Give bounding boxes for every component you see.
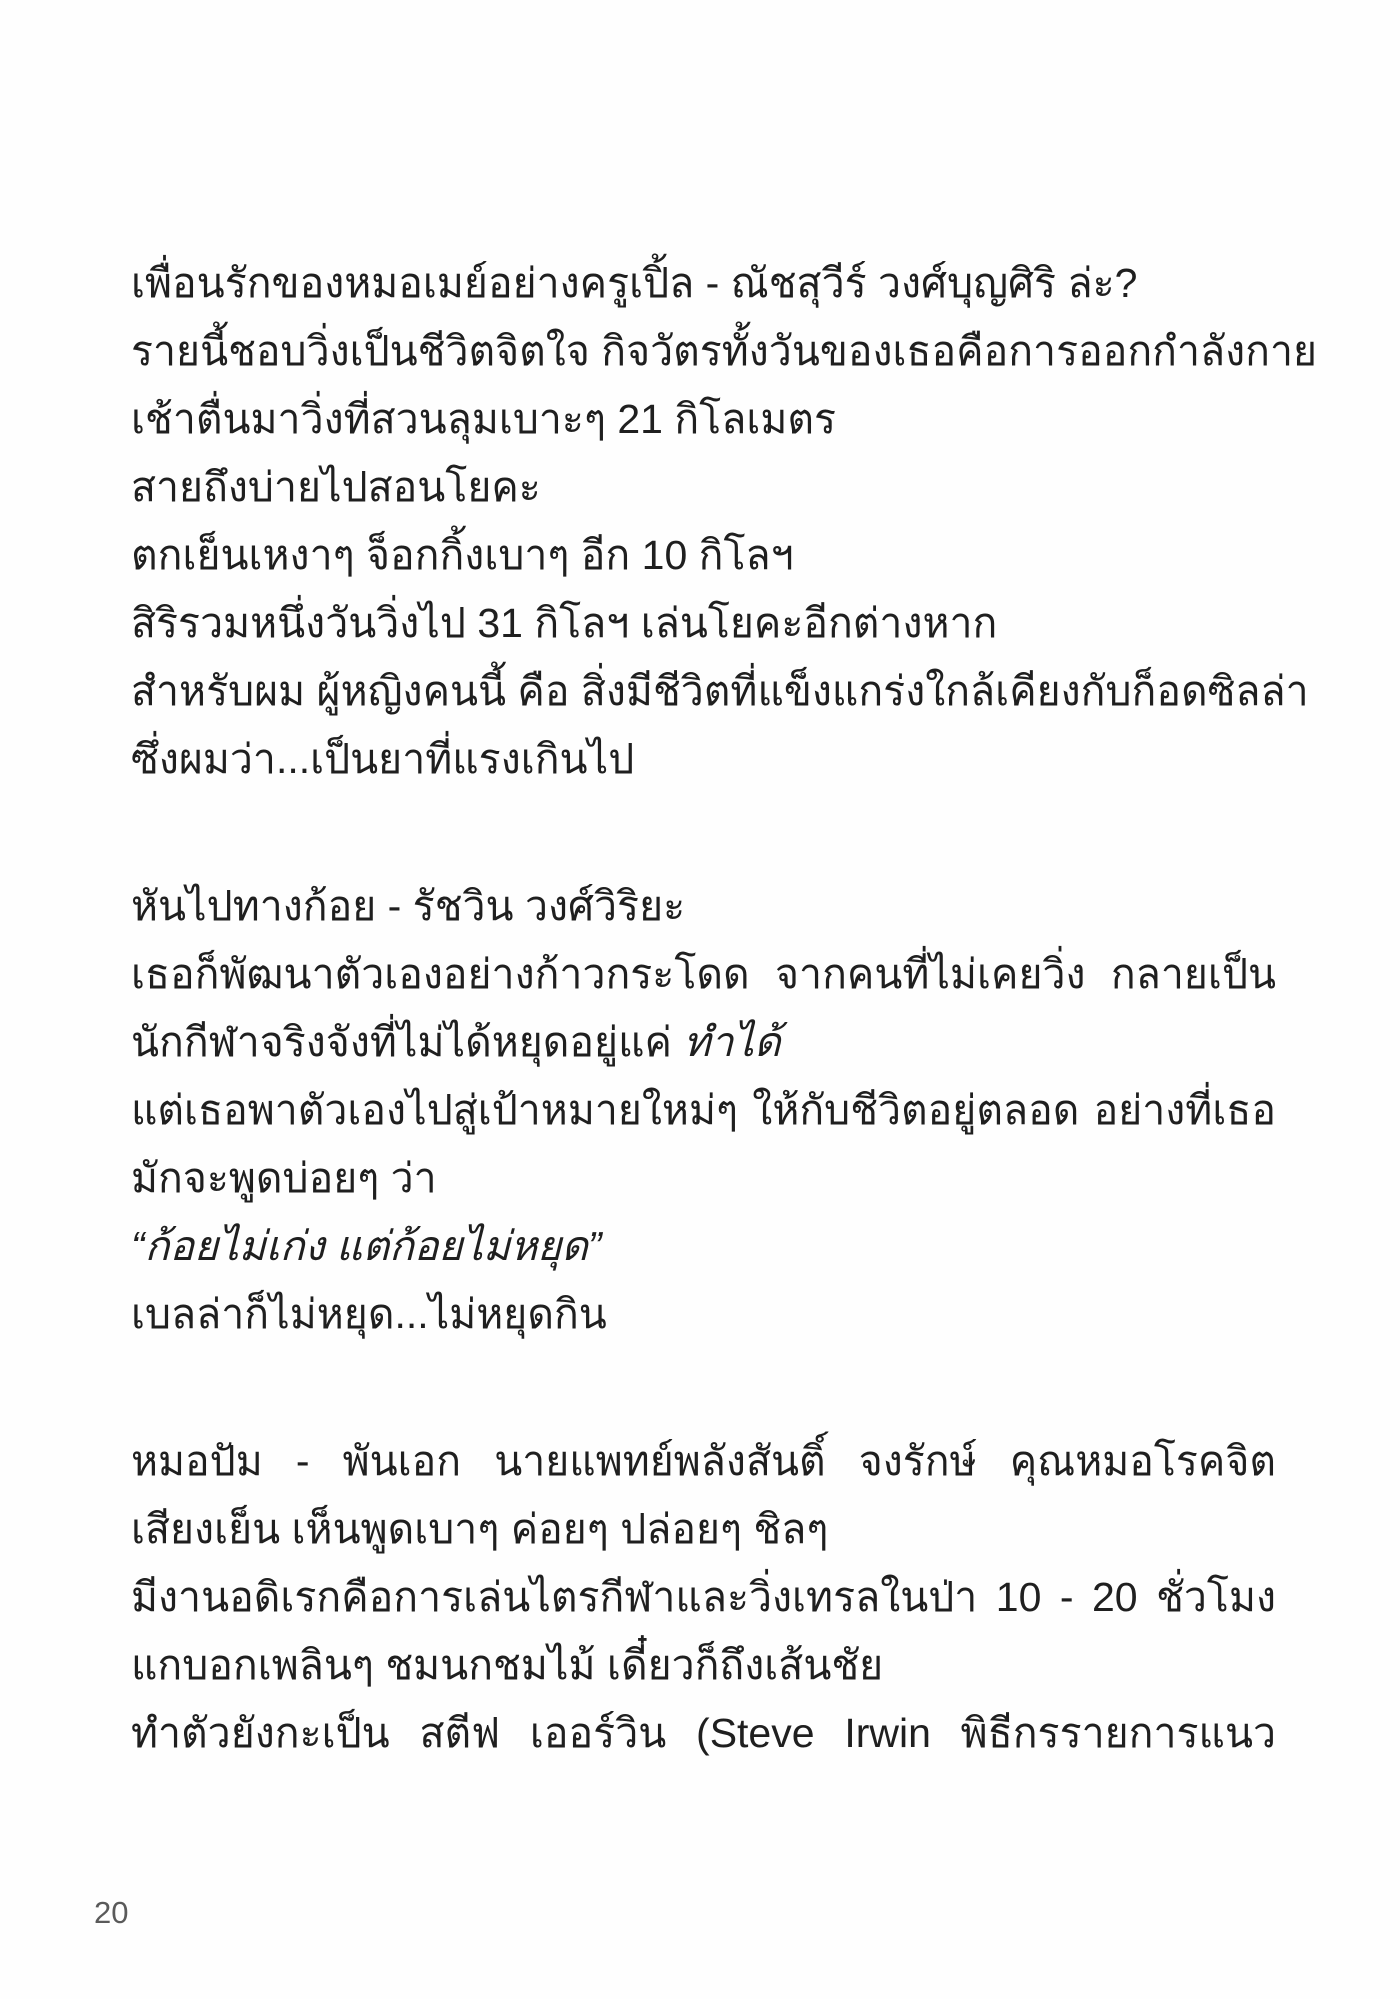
text-line: ซึ่งผมว่า...เป็นยาที่แรงเกินไป bbox=[131, 736, 635, 782]
page-number: 20 bbox=[94, 1895, 129, 1930]
text-line: สิริรวมหนึ่งวันวิ่งไป 31 กิโลฯ เล่นโยคะอีกต่างหาก bbox=[131, 600, 998, 646]
text-line: เสียงเย็น เห็นพูดเบาๆ ค่อยๆ ปล่อยๆ ชิลๆ bbox=[131, 1506, 829, 1552]
text-line-with-emphasis bbox=[131, 1008, 1276, 1076]
text-line: สายถึงบ่ายไปสอนโยคะ bbox=[131, 464, 541, 510]
text-line: เธอก็พัฒนาตัวเองอย่างก้าวกระโดด จากคนที่ไม่เคยวิ่ง กลายเป็น bbox=[131, 951, 1276, 997]
text-segment: นักกีฬาจริงจังที่ไม่ได้หยุดอยู่แค่ bbox=[131, 1019, 684, 1065]
text-line: ทำตัวยังกะเป็น สตีฟ เออร์วิน (Steve Irwin พิธีกรรายการแนว bbox=[131, 1710, 1276, 1756]
text-line: เบลล่าก็ไม่หยุด...ไม่หยุดกิน bbox=[131, 1291, 607, 1337]
text-line: ตกเย็นเหงาๆ จ็อกกิ้งเบาๆ อีก 10 กิโลฯ bbox=[131, 532, 794, 578]
emphasized-text: ทำได้ bbox=[683, 1019, 781, 1065]
text-line: มักจะพูดบ่อยๆ ว่า bbox=[131, 1155, 437, 1201]
paragraph-1 bbox=[131, 249, 1318, 793]
text-line: แต่เธอพาตัวเองไปสู่เป้าหมายใหม่ๆ ให้กับชีวิตอยู่ตลอด อย่างที่เธอ bbox=[131, 1087, 1276, 1133]
text-line: มีงานอดิเรกคือการเล่นไตรกีฬาและวิ่งเทรลในป่า 10 - 20 ชั่วโมง bbox=[131, 1574, 1276, 1620]
paragraph-3 bbox=[131, 1427, 1276, 1767]
paragraph-2 bbox=[131, 872, 1276, 1348]
page-body-text bbox=[131, 249, 1318, 1767]
text-line: หันไปทางก้อย - รัชวิน วงศ์วิริยะ bbox=[131, 883, 686, 929]
text-line: หมอปัม - พันเอก นายแพทย์พลังสันติ์ จงรักษ์ คุณหมอโรคจิต bbox=[131, 1438, 1276, 1484]
text-line: แกบอกเพลินๆ ชมนกชมไม้ เดี๋ยวก็ถึงเส้นชัย bbox=[131, 1642, 884, 1688]
quote-line: “ก้อยไม่เก่ง แต่ก้อยไม่หยุด” bbox=[131, 1223, 602, 1269]
text-line: รายนี้ชอบวิ่งเป็นชีวิตจิตใจ กิจวัตรทั้งวันของเธอคือการออกกำลังกาย bbox=[131, 328, 1318, 374]
text-line: สำหรับผม ผู้หญิงคนนี้ คือ สิ่งมีชีวิตที่แข็งแกร่งใกล้เคียงกับก็อดซิลล่า bbox=[131, 668, 1309, 714]
text-line: เช้าตื่นมาวิ่งที่สวนลุมเบาะๆ 21 กิโลเมตร bbox=[131, 396, 837, 442]
text-line: เพื่อนรักของหมอเมย์อย่างครูเปิ้ล - ณัชสุวีร์ วงศ์บุญศิริ ล่ะ? bbox=[131, 260, 1138, 306]
